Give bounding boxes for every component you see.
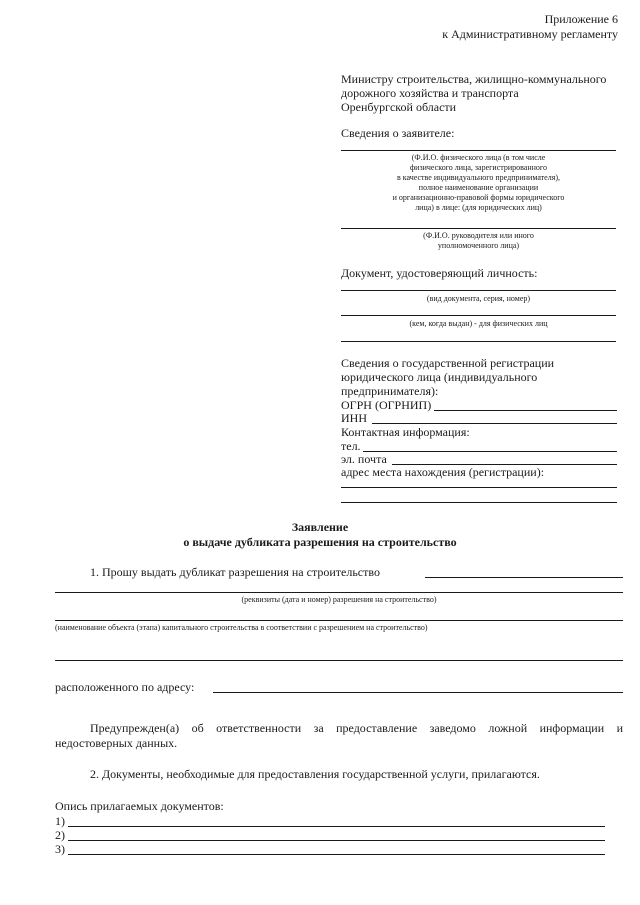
registration-heading-3: предпринимателя): (341, 384, 439, 398)
representative-line[interactable] (341, 228, 616, 229)
object-name-line[interactable] (55, 620, 623, 621)
permit-requisites-line[interactable] (55, 592, 623, 593)
inn-field[interactable] (372, 423, 617, 424)
statement-title: Заявление (291, 520, 349, 534)
representative-hint: (Ф.И.О. руководителя или иного уполномоченного лица) (423, 231, 534, 250)
phone-label: тел. (341, 439, 361, 453)
inventory-item-3-label: 3) (55, 842, 65, 856)
registration-heading-2: юридического лица (индивидуального (341, 370, 538, 384)
addressee-line-3: Оренбургской области (341, 100, 457, 114)
addressee-line-1: Министру строительства, жилищно-коммунального (341, 72, 607, 86)
extra-line[interactable] (341, 341, 616, 342)
object-name-hint: (наименование объекта (этапа) капитального строительства в соответствии с разрешением на строительство) (55, 623, 428, 632)
object-name-line-2[interactable] (55, 660, 623, 661)
applicant-heading: Сведения о заявителе: (341, 126, 455, 140)
applicant-name-line[interactable] (341, 150, 616, 151)
issued-by-line[interactable] (341, 315, 616, 316)
request-item-2: 2. Документы, необходимые для предоставления государственной услуги, прилагаются. (90, 767, 540, 781)
request-item-1: 1. Прошу выдать дубликат разрешения на строительство (90, 565, 380, 579)
inventory-item-2-label: 2) (55, 828, 65, 842)
permit-requisites-hint: (реквизиты (дата и номер) разрешения на строительство) (241, 595, 437, 604)
id-document-hint: (вид документа, серия, номер) (426, 294, 531, 303)
inventory-item-3-field[interactable] (68, 854, 605, 855)
id-document-heading: Документ, удостоверяющий личность: (341, 266, 538, 280)
registration-heading-1: Сведения о государственной регистрации (341, 356, 555, 370)
appendix-reference: к Административному регламенту (442, 27, 618, 41)
permit-field-inline[interactable] (425, 577, 623, 578)
inventory-heading: Опись прилагаемых документов: (55, 799, 224, 813)
liability-warning: Предупрежден(а) об ответственности за предоставление заведомо ложной информации и недостоверных данных. (55, 721, 623, 750)
inventory-item-1-field[interactable] (68, 826, 605, 827)
inventory-item-1-label: 1) (55, 814, 65, 828)
statement-subtitle: о выдаче дубликата разрешения на строительство (183, 535, 457, 549)
issued-by-hint: (кем, когда выдан) - для физических лиц (409, 319, 548, 328)
applicant-name-hint: (Ф.И.О. физического лица (в том числе физического лица, зарегистрированного в качестве индивидуального предпринимателя), полное наименование организации и организационно-правовой формы юридического лица) в лице: (для юридических лиц) (392, 153, 565, 212)
phone-field[interactable] (363, 451, 617, 452)
addressee-line-2: дорожного хозяйства и транспорта (341, 86, 519, 100)
inn-label: ИНН (341, 411, 367, 425)
located-address-field[interactable] (213, 692, 623, 693)
ogrn-field[interactable] (434, 410, 617, 411)
inventory-item-2-field[interactable] (68, 840, 605, 841)
email-label: эл. почта (341, 452, 387, 466)
located-label: расположенного по адресу: (55, 680, 195, 694)
address-label: адрес места нахождения (регистрации): (341, 465, 545, 479)
id-document-line[interactable] (341, 290, 616, 291)
contact-heading: Контактная информация: (341, 425, 470, 439)
address-field-2[interactable] (341, 502, 617, 503)
ogrn-label: ОГРН (ОГРНИП) (341, 398, 432, 412)
appendix-number: Приложение 6 (544, 12, 618, 26)
address-field-1[interactable] (341, 487, 617, 488)
